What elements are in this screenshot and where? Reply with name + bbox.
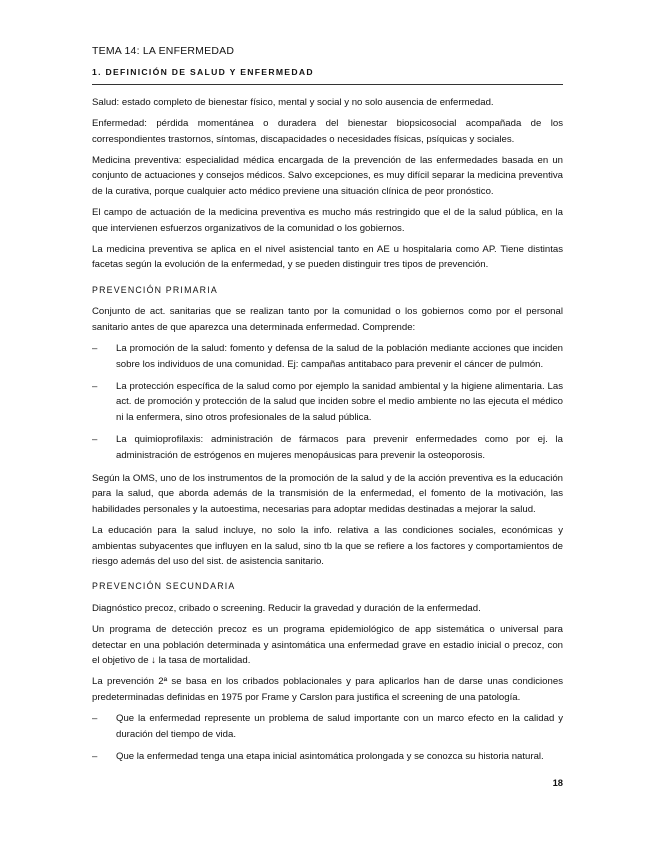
subheading-prevencion-secundaria: PREVENCIÓN SECUNDARIA xyxy=(92,581,236,592)
page-number: 18 xyxy=(552,777,563,788)
paragraph-primaria-lead: Conjunto de act. sanitarias que se realizan tanto por la comunidad o los gobiernos como por el personal sanitario antes de que aparezca una determinada enfermedad. Comprende: xyxy=(92,306,563,333)
paragraph-oms: Según la OMS, uno de los instrumentos de la promoción de la salud y de la acción preventiva es la educación para la salud, que aborda además de la transmisión de la enfermedad, el fomento de la motivación, las habilidades personales y la autoestima, necesarias para adoptar medidas destinadas a mejorar la salud. xyxy=(92,472,563,515)
list-primaria xyxy=(92,341,563,463)
paragraph-medicina-preventiva: Medicina preventiva: especialidad médica encargada de la prevención de las enfermedades basada en un conjunto de actuaciones y consejos médicos. Salvo excepciones, es muy difícil separar la medicina preventiva de la curativa, porque cualquier acto médico previene una situación clínica de peor pronóstico. xyxy=(92,155,563,197)
paragraph-programa-deteccion: Un programa de detección precoz es un programa epidemiológico de app sistemática o universal para detectar en una población determinada y asintomática una enfermedad grave en estadio inicial o precoz, con el objetivo de ↓ la tasa de mortalidad. xyxy=(92,624,563,666)
list-item: – La protección específica de la salud como por ejemplo la sanidad ambiental y la higiene alimentaria. Las act. de promoción y protección de la salud que inciden sobre el medio ambiente no las ejecuta el médico ni la enfermera, sino otros profesionales de la salud pública. xyxy=(92,379,563,425)
section-heading: 1. DEFINICIÓN DE SALUD Y ENFERMEDAD xyxy=(92,65,563,84)
list-item: – La quimioprofilaxis: administración de fármacos para prevenir enfermedades como por ej. la administración de estrógenos en mujeres menopáusicas para prevenir la osteoporosis. xyxy=(92,432,563,463)
subheading-prevencion-primaria: PREVENCIÓN PRIMARIA xyxy=(92,284,218,295)
paragraph-enfermedad: Enfermedad: pérdida momentánea o duradera del bienestar biopsicosocial acompañada de los correspondientes trastornos, síntomas, discapacidades o necesidades físicas, psíquicas y sociales. xyxy=(92,118,563,145)
document-title: TEMA 14: LA ENFERMEDAD xyxy=(92,45,235,57)
paragraph-diagnostico-precoz: Diagnóstico precoz, cribado o screening. Reducir la gravedad y duración de la enfermedad. xyxy=(92,602,481,614)
list-item: – Que la enfermedad represente un problema de salud importante con un marco efecto en la calidad y duración del tiempo de vida. xyxy=(92,711,563,742)
paragraph-educacion-salud: La educación para la salud incluye, no solo la info. relativa a las condiciones sociales, económicas y ambientas subyacentes que influyen en la salud, sino tb la que se refiere a los factores y comportamientos de riesgo además del uso del sist. de asistencia sanitario. xyxy=(92,525,563,567)
paragraph-salud: Salud: estado completo de bienestar físico, mental y social y no solo ausencia de enfermedad. xyxy=(92,96,494,108)
paragraph-prevencion-2: La prevención 2ª se basa en los cribados poblacionales y para aplicarlos han de darse unas condiciones predeterminadas definidas en 1975 por Frame y Carslon para justifica el screening de una patología. xyxy=(92,676,563,703)
list-secundaria xyxy=(92,711,563,764)
paragraph-nivel-asistencial: La medicina preventiva se aplica en el nivel asistencial tanto en AE u hospitalaria como AP. Tiene distintas facetas según la evolución de la enfermedad, y se pueden distinguir tres tipos de prevención. xyxy=(92,244,563,271)
list-item: – La promoción de la salud: fomento y defensa de la salud de la población mediante acciones que inciden sobre los individuos de una comunidad. Ej: campañas antitabaco para prevenir el cáncer de pulmón. xyxy=(92,341,563,372)
paragraph-campo-actuacion: El campo de actuación de la medicina preventiva es mucho más restringido que el de la salud pública, en la que intervienen esfuerzos organizativos de la comunidad o los gobiernos. xyxy=(92,207,563,234)
list-item: – Que la enfermedad tenga una etapa inicial asintomática prolongada y se conozca su historia natural. xyxy=(92,749,563,764)
